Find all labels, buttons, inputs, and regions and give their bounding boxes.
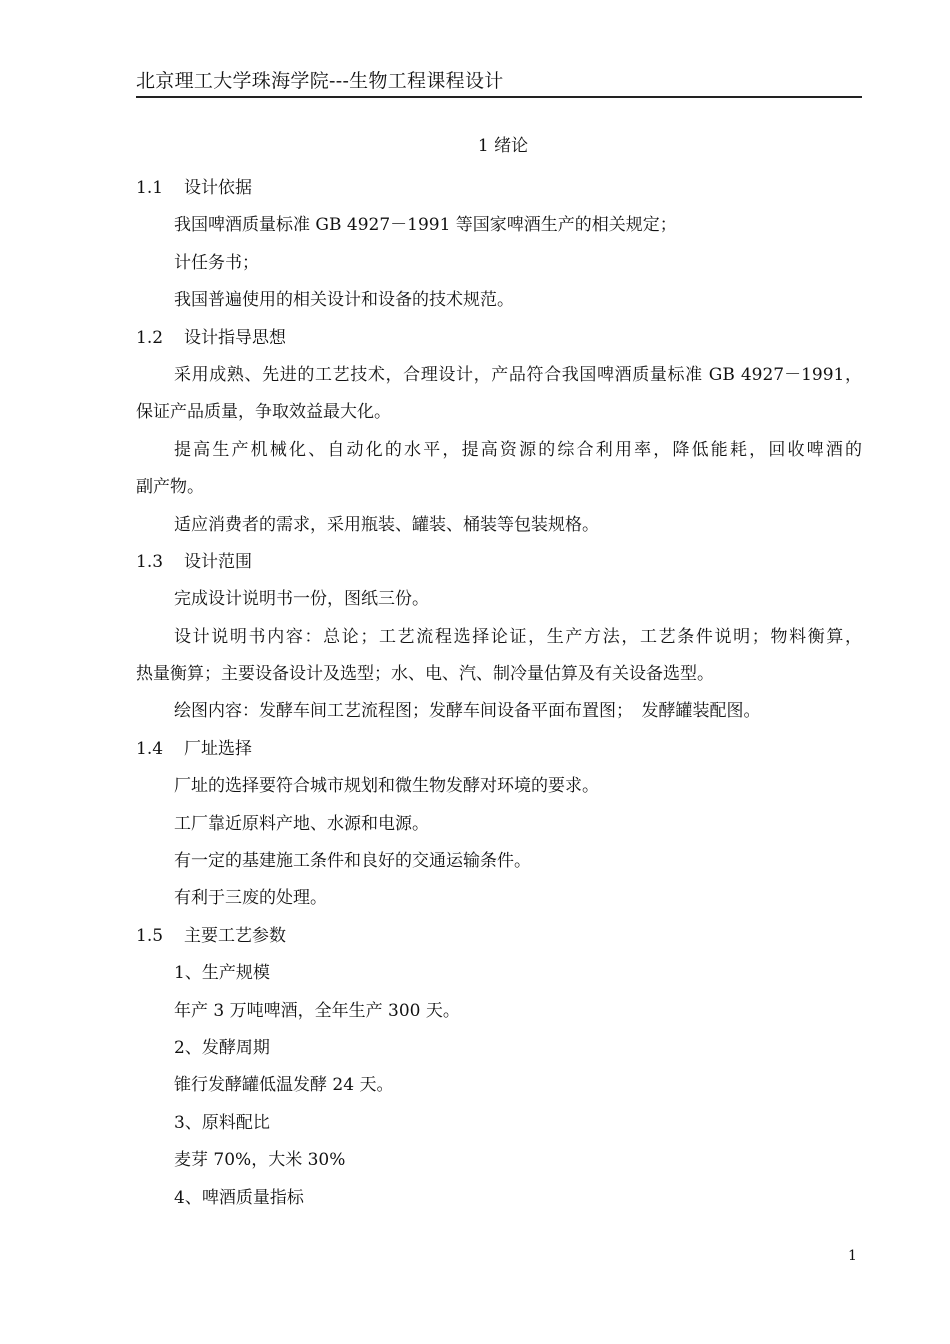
- section-number: 1.3: [136, 551, 164, 572]
- paragraph: 我国普遍使用的相关设计和设备的技术规范。: [174, 290, 514, 311]
- section-heading-1-5: [136, 918, 862, 955]
- section-number: 1.4: [136, 738, 164, 759]
- paragraph: 采用成熟、先进的工艺技术，合理设计，产品符合我国啤酒质量标准 GB 4927－1991，: [174, 364, 862, 385]
- paragraph: 绘图内容：发酵车间工艺流程图；发酵车间设备平面布置图； 发酵罐装配图。: [174, 701, 761, 722]
- paragraph: 设计说明书内容：总论；工艺流程选择论证，生产方法，工艺条件说明；物料衡算，: [174, 626, 862, 647]
- paragraph: 工厂靠近原料产地、水源和电源。: [174, 813, 429, 834]
- paragraph: 锥行发酵罐低温发酵 24 天。: [174, 1075, 394, 1096]
- paragraph-continuation: 热量衡算；主要设备设计及选型；水、电、汽、制冷量估算及有关设备选型。: [136, 664, 714, 685]
- paragraph: 有利于三废的处理。: [174, 888, 327, 909]
- paragraph: 计任务书；: [174, 252, 259, 273]
- paragraph: 适应消费者的需求，采用瓶装、罐装、桶装等包装规格。: [174, 514, 599, 535]
- section-title: 主要工艺参数: [184, 925, 286, 946]
- section-heading-1-2: [136, 320, 862, 357]
- section-heading-1-1: [136, 170, 862, 207]
- header-title: 北京理工大学珠海学院---生物工程课程设计: [136, 70, 504, 92]
- paragraph-continuation: 保证产品质量，争取效益最大化。: [136, 402, 391, 423]
- paragraph: 厂址的选择要符合城市规划和微生物发酵对环境的要求。: [174, 776, 599, 797]
- paragraph: 完成设计说明书一份，图纸三份。: [174, 589, 429, 610]
- list-item: 4、啤酒质量指标: [174, 1187, 304, 1208]
- section-title: 设计依据: [184, 178, 252, 198]
- section-heading-1-4: [136, 731, 862, 768]
- page-number: 1: [848, 1248, 857, 1264]
- chapter-title: 1 绪论: [477, 136, 529, 156]
- document-body: [136, 126, 862, 1217]
- paragraph: 年产 3 万吨啤酒，全年生产 300 天。: [174, 1000, 460, 1021]
- section-title: 设计范围: [184, 551, 252, 572]
- paragraph: 麦芽 70%，大米 30%: [174, 1150, 346, 1171]
- paragraph-continuation: 副产物。: [136, 477, 204, 498]
- paragraph: 有一定的基建施工条件和良好的交通运输条件。: [174, 851, 531, 872]
- section-title: 设计指导思想: [184, 327, 286, 348]
- paragraph: 我国啤酒质量标准 GB 4927－1991 等国家啤酒生产的相关规定；: [174, 215, 677, 236]
- section-number: 1.1: [136, 178, 164, 198]
- page-header: [136, 62, 862, 98]
- paragraph: 提高生产机械化、自动化的水平，提高资源的综合利用率，降低能耗，回收啤酒的: [174, 439, 862, 460]
- list-item: 1、生产规模: [174, 963, 270, 984]
- list-item: 2、发酵周期: [174, 1037, 270, 1058]
- section-number: 1.5: [136, 925, 164, 946]
- section-title: 厂址选择: [184, 738, 252, 759]
- section-number: 1.2: [136, 327, 164, 348]
- section-heading-1-3: [136, 544, 862, 581]
- list-item: 3、原料配比: [174, 1112, 270, 1133]
